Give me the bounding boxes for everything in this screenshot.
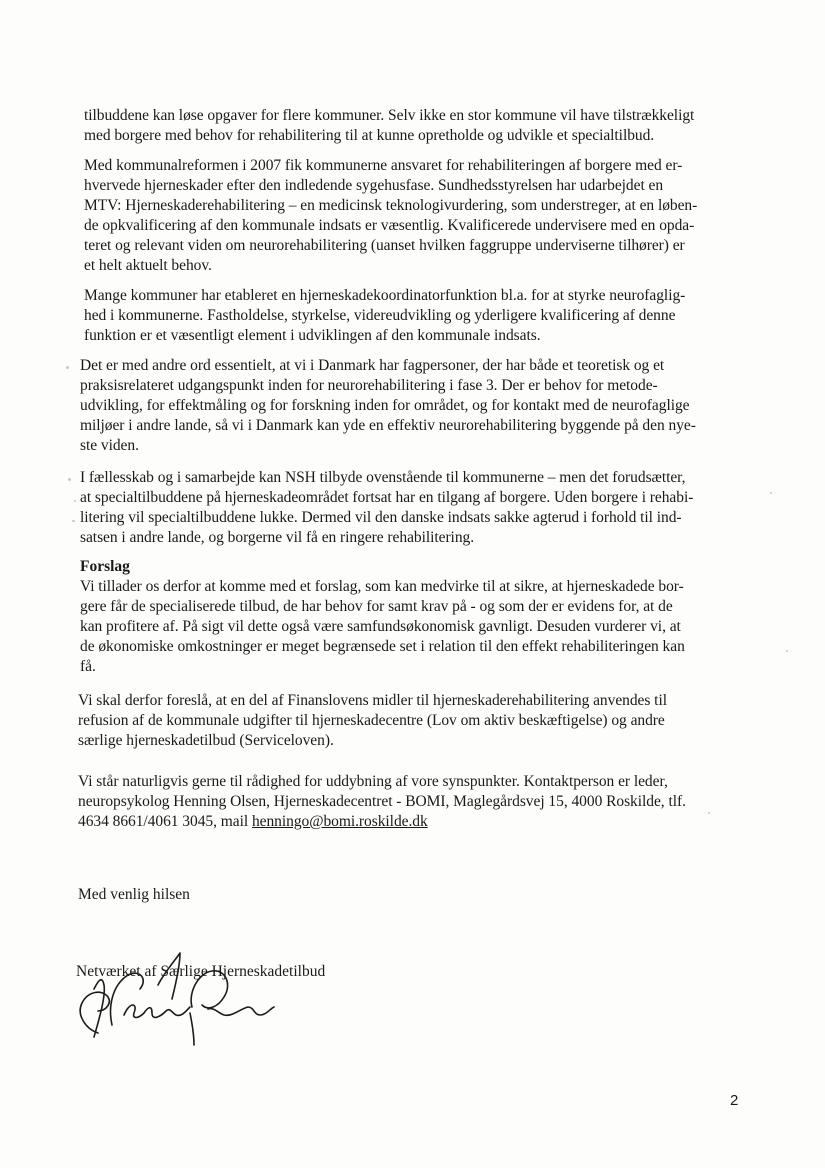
text-line: litering vil specialtilbuddene lukke. Dermed vil den danske indsats sakke agterud i forhold til ind- <box>80 509 682 526</box>
text-line: gere får de specialiserede tilbud, de har behov for samt krav på - og som der er evidens for, at de <box>80 598 673 615</box>
scan-speck <box>68 478 71 481</box>
text-line: neuropsykolog Henning Olsen, Hjerneskadecentret - BOMI, Maglegårdsvej 15, 4000 Roskilde, tlf. <box>78 793 686 810</box>
scan-speck <box>786 650 788 652</box>
text-line: Mange kommuner har etableret en hjerneskadekoordinatorfunktion bl.a. for at styrke neurofaglig- <box>84 287 686 304</box>
phone-numbers: 4634 8661/4061 3045, mail <box>78 813 252 830</box>
scan-speck <box>770 492 772 494</box>
text-line: få. <box>80 658 96 675</box>
paragraph-contact <box>78 772 686 832</box>
text-line: Vi står naturligvis gerne til rådighed for uddybning af vore synspunkter. Kontaktperson er leder, <box>78 773 668 790</box>
text-line: særlige hjerneskadetilbud (Serviceloven). <box>78 732 334 749</box>
text-line: de opkvalificering af den kommunale indsats er væsentlig. Kvalificerede undervisere med en opda- <box>84 217 695 234</box>
paragraph-faellesskab <box>80 468 693 548</box>
text-line: at specialtilbuddene på hjerneskadeområdet fortsat har en tilgang af borgere. Uden borgere i rehabi- <box>80 489 694 506</box>
text-line: Vi skal derfor foreslå, at en del af Finanslovens midler til hjerneskaderehabilitering anvendes til <box>78 692 667 709</box>
paragraph-fagpersoner <box>80 356 696 456</box>
scan-speck <box>66 366 69 369</box>
text-line: satsen i andre lande, og borgerne vil få en ringere rehabilitering. <box>80 529 475 546</box>
text-line: I fællesskab og i samarbejde kan NSH tilbyde ovenstående til kommunerne – men det forudsætter, <box>80 469 686 486</box>
text-line: funktion er et væsentligt element i udviklingen af den kommunale indsats. <box>84 327 541 344</box>
text-line: praksisrelateret udgangspunkt inden for neurorehabilitering i fase 3. Der er behov for metode- <box>80 377 658 394</box>
scan-speck <box>72 520 75 522</box>
scan-speck <box>708 812 710 814</box>
text-line: Vi tillader os derfor at komme med et forslag, som kan medvirke til at sikre, at hjerneskadede bor- <box>80 578 684 595</box>
text-line: tilbuddene kan løse opgaver for flere kommuner. Selv ikke en stor kommune vil have tilstrækkeligt <box>84 107 695 124</box>
handwritten-signature <box>68 945 298 1055</box>
text-line: miljøer i andre lande, så vi i Danmark kan yde en effektiv neurorehabilitering byggende på den nye- <box>80 417 696 434</box>
paragraph-forslag <box>80 577 685 677</box>
email-link[interactable]: henningo@bomi.roskilde.dk <box>251 813 428 830</box>
section-heading-forslag: Forslag <box>80 558 130 575</box>
text-line: kan profitere af. På sigt vil dette også være samfundsøkonomisk gavnligt. Desuden vurderer vi, at <box>80 618 681 635</box>
text-line <box>78 812 686 832</box>
paragraph-finanslov <box>78 691 667 751</box>
text-line: de økonomiske omkostninger er meget begrænsede set i relation til den effekt rehabiliteringen kan <box>80 638 685 655</box>
closing-greeting: Med venlig hilsen <box>78 886 190 903</box>
text-line: med borgere med behov for rehabilitering til at kunne opretholde og udvikle et specialtilbud. <box>84 127 655 144</box>
text-line: MTV: Hjerneskaderehabilitering – en medicinsk teknologivurdering, som understreger, at en løben- <box>84 197 698 214</box>
text-line: refusion af de kommunale udgifter til hjerneskadecentre (Lov om aktiv beskæftigelse) og andre <box>78 712 665 729</box>
organization-name: Netværket af Særlige Hjerneskadetilbud <box>76 963 326 980</box>
page-number: 2 <box>730 1092 739 1109</box>
paragraph-specialtilbud <box>84 106 694 146</box>
text-line: Med kommunalreformen i 2007 fik kommunerne ansvaret for rehabiliteringen af borgere med er- <box>84 157 683 174</box>
scan-speck <box>74 500 76 502</box>
text-line: et helt aktuelt behov. <box>84 257 212 274</box>
text-line: hed i kommunerne. Fastholdelse, styrkelse, videreudvikling og yderligere kvalificering af denne <box>84 307 676 324</box>
text-line: hvervede hjerneskader efter den indledende sygehusfase. Sundhedsstyrelsen har udarbejdet en <box>84 177 664 194</box>
paragraph-kommunalreform <box>84 156 697 276</box>
text-line: udvikling, for effektmåling og for forskning inden for området, og for kontakt med de neurofaglige <box>80 397 690 414</box>
text-line: teret og relevant viden om neurorehabilitering (uanset hvilken faggruppe underviserne tilhører) er <box>84 237 685 254</box>
text-line: ste viden. <box>80 437 139 454</box>
text-line: Det er med andre ord essentielt, at vi i Danmark har fagpersoner, der har både et teoretisk og et <box>80 357 665 374</box>
paragraph-koordinatorfunktion <box>84 286 685 346</box>
